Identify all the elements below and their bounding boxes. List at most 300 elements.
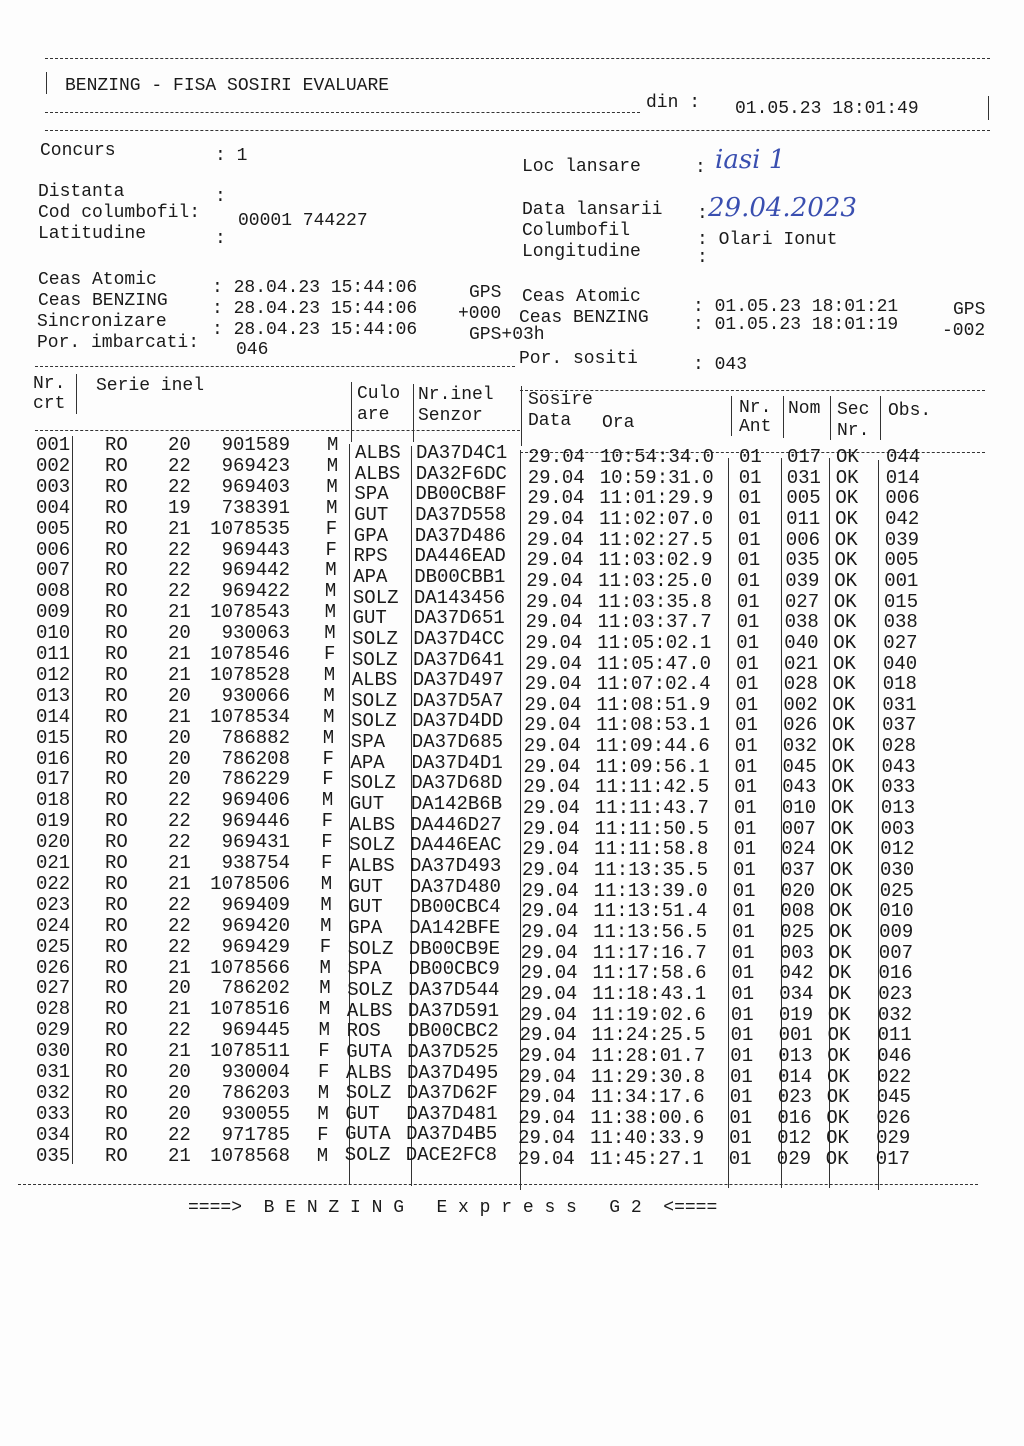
cell-nom: 011: [786, 507, 821, 530]
cell-senzor: DA37D493: [410, 855, 502, 877]
footer-banner: ====> B E N Z I N G E x p r e s s G 2 <====: [188, 1198, 718, 1218]
cell-sec: OK: [835, 466, 859, 489]
cell-nom: 027: [784, 590, 820, 613]
cell-country: RO: [105, 475, 128, 498]
cell-ora: 11:02:07.0: [599, 507, 714, 530]
cell-sec: OK: [829, 879, 853, 902]
cell-ora: 11:03:35.8: [597, 590, 712, 613]
cell-nr: 010: [36, 622, 71, 645]
cell-sex: M: [319, 956, 331, 979]
cell-ant: 01: [738, 466, 762, 489]
cell-sec: OK: [828, 982, 851, 1005]
cell-ora: 11:11:50.5: [594, 817, 709, 840]
cell-nr: 017: [36, 768, 71, 791]
cell-nr: 033: [36, 1102, 71, 1125]
cell-senzor: DA446D27: [410, 813, 502, 836]
distanta-label: Distanta: [38, 182, 125, 202]
cell-year: 20: [168, 726, 191, 749]
cell-obs: 010: [879, 900, 914, 923]
cell-nom: 042: [779, 962, 814, 985]
cell-senzor: DA143456: [413, 586, 506, 609]
cell-nom: 010: [781, 797, 817, 820]
cell-ant: 01: [735, 714, 758, 737]
cell-year: 22: [168, 1123, 191, 1146]
cell-nom: 038: [784, 611, 819, 634]
cell-culoare: SOLZ: [347, 978, 393, 1001]
cell-culoare: ALBS: [354, 462, 401, 485]
cell-data: 29.04: [518, 1106, 576, 1129]
cell-ora: 11:11:42.5: [595, 776, 710, 799]
cell-senzor: DA37D5A7: [412, 689, 504, 712]
cell-data: 29.04: [525, 631, 583, 654]
cell-culoare: ALBS: [346, 999, 393, 1022]
cell-data: 29.04: [524, 714, 582, 737]
cell-ora: 11:28:01.7: [591, 1044, 706, 1067]
cell-country: RO: [105, 559, 128, 582]
cell-ant: 01: [733, 797, 757, 820]
cell-obs: 033: [881, 776, 916, 799]
cell-ora: 11:24:25.5: [591, 1024, 706, 1047]
cell-senzor: DA37D4B5: [406, 1123, 498, 1146]
cell-culoare: SOLZ: [345, 1082, 392, 1105]
divider: [45, 130, 990, 131]
cell-ora: 11:11:43.7: [594, 797, 709, 820]
cell-obs: 032: [877, 1003, 913, 1026]
cell-culoare: GUT: [345, 1102, 380, 1125]
cell-sec: OK: [827, 1065, 850, 1088]
cell-senzor: DA37D544: [408, 978, 500, 1001]
cell-sex: F: [322, 747, 334, 770]
cell-culoare: GUT: [348, 875, 383, 898]
cell-ora: 11:11:58.8: [594, 838, 709, 861]
cell-sex: F: [324, 643, 336, 665]
cell-culoare: SOLZ: [352, 586, 399, 609]
cell-ring: 969431: [221, 831, 290, 854]
col-senzor: Senzor: [418, 406, 483, 426]
cell-ring: 1078546: [210, 643, 290, 665]
cell-data: 29.04: [519, 1065, 577, 1088]
cell-ring: 969442: [221, 559, 290, 582]
cell-culoare: SOLZ: [352, 627, 398, 650]
cell-ant: 01: [737, 569, 760, 592]
cell-obs: 001: [884, 569, 919, 592]
cell-sex: F: [325, 538, 337, 561]
cell-senzor: DB00CBB1: [414, 565, 506, 588]
cell-ring: 969445: [221, 1019, 290, 1042]
cell-sex: F: [321, 831, 333, 854]
cell-obs: 039: [884, 528, 920, 551]
latitudine-label: Latitudine: [38, 224, 147, 244]
cell-nr: 023: [36, 893, 71, 916]
cell-ring: 1078511: [210, 1040, 290, 1063]
cell-ring: 969403: [221, 475, 290, 498]
cell-country: RO: [105, 1081, 128, 1104]
cell-sex: M: [324, 622, 336, 645]
cell-sex: M: [323, 684, 335, 707]
cell-year: 21: [168, 1040, 191, 1063]
cell-nr: 003: [36, 475, 71, 498]
cell-country: RO: [105, 831, 128, 854]
cell-year: 20: [168, 1081, 191, 1104]
cell-sec: OK: [833, 652, 856, 675]
date-label: din :: [646, 93, 701, 113]
cell-culoare: ALBS: [346, 1061, 392, 1084]
cell-country: RO: [105, 454, 128, 477]
cell-nr: 026: [36, 956, 71, 979]
cell-sec: OK: [826, 1106, 850, 1129]
cell-ora: 11:13:56.5: [593, 920, 708, 943]
cell-sex: M: [323, 705, 335, 728]
cell-senzor: DB00CBC4: [409, 896, 501, 919]
cell-year: 20: [168, 747, 191, 770]
cell-year: 22: [168, 789, 191, 812]
cell-ant: 01: [733, 859, 756, 881]
cell-obs: 040: [883, 652, 918, 675]
cell-nom: 021: [784, 652, 819, 675]
cell-nr: 004: [36, 496, 71, 519]
cell-obs: 012: [880, 838, 915, 861]
cell-culoare: SOLZ: [344, 1144, 391, 1167]
cell-ring: 1078516: [210, 998, 290, 1021]
table-row: [0, 935, 1024, 964]
table-row: [0, 789, 1024, 820]
cell-year: 22: [168, 893, 191, 916]
cell-nr: 014: [36, 705, 71, 728]
cell-sex: F: [322, 768, 334, 791]
cell-ora: 11:09:56.1: [595, 755, 710, 778]
cell-ora: 11:08:51.9: [596, 693, 711, 716]
cell-senzor: DA37D4CC: [413, 627, 505, 650]
cell-ring: 969423: [221, 454, 290, 477]
sincronizare-suffix: GPS+03h: [469, 325, 545, 345]
cell-year: 22: [168, 475, 191, 498]
cell-nom: 039: [785, 569, 820, 592]
cell-nom: 045: [782, 755, 817, 778]
cell-data: 29.04: [520, 982, 578, 1005]
cell-ring: 1078534: [210, 705, 290, 728]
cell-sex: M: [321, 789, 334, 812]
table-row: [0, 747, 1024, 778]
cell-country: RO: [105, 538, 128, 561]
divider: [988, 96, 989, 120]
cell-nr: 030: [36, 1040, 71, 1063]
cell-ring: 786202: [221, 977, 290, 1000]
cell-obs: 009: [879, 920, 914, 943]
col-nr-ant: Nr.: [739, 398, 772, 418]
cod-columbofil-label: Cod columbofil:: [38, 203, 201, 223]
cell-data: 29.04: [526, 569, 584, 592]
cell-senzor: DACE2FC8: [405, 1144, 498, 1167]
cell-nom: 002: [783, 693, 818, 716]
cell-sec: OK: [831, 755, 855, 778]
cell-ora: 11:13:35.5: [594, 859, 709, 881]
divider: [45, 112, 640, 113]
cell-senzor: DA37D481: [406, 1102, 498, 1125]
cell-senzor: DA446EAC: [410, 834, 502, 857]
cell-sex: M: [324, 601, 336, 624]
cell-nom: 005: [786, 487, 821, 510]
cell-obs: 026: [876, 1106, 911, 1129]
cell-senzor: DB00CBC2: [407, 1020, 499, 1043]
sincronizare-label: Sincronizare: [37, 312, 167, 332]
cell-ring: 738391: [221, 496, 290, 519]
cell-nom: 001: [778, 1024, 813, 1047]
cell-sex: M: [326, 454, 339, 477]
cell-ring: 786229: [221, 768, 290, 791]
cell-year: 21: [168, 601, 191, 624]
col-nr-inel: Nr.inel: [418, 385, 494, 405]
cell-sec: OK: [827, 1024, 851, 1047]
cell-sec: OK: [828, 941, 852, 964]
cell-country: RO: [105, 852, 128, 874]
cell-sec: OK: [827, 1003, 851, 1026]
cell-country: RO: [105, 1061, 128, 1083]
cell-ant: 01: [730, 1065, 753, 1088]
cell-obs: 017: [875, 1148, 911, 1171]
cell-country: RO: [105, 768, 128, 791]
cell-data: 29.04: [526, 528, 584, 551]
cell-culoare: GUT: [354, 503, 389, 526]
cell-nr: 005: [36, 517, 71, 540]
cell-obs: 005: [884, 549, 919, 572]
cell-sex: F: [321, 852, 333, 874]
cell-ora: 11:13:51.4: [593, 900, 708, 923]
cell-country: RO: [105, 580, 128, 603]
cell-country: RO: [105, 935, 128, 958]
cell-nom: 019: [778, 1003, 814, 1026]
cell-year: 21: [168, 663, 191, 686]
table-row: [0, 831, 1024, 861]
cell-nom: 031: [786, 466, 821, 489]
cell-sec: OK: [834, 549, 858, 572]
cell-nom: 017: [787, 446, 822, 468]
cell-data: 29.04: [528, 446, 586, 468]
cell-ant: 01: [739, 446, 762, 468]
cell-year: 22: [168, 810, 191, 833]
table-row: [0, 956, 1024, 985]
cell-sex: M: [320, 872, 333, 895]
divider: [76, 374, 77, 414]
cell-culoare: GUTA: [345, 1123, 391, 1146]
ceas-benzing-suffix: +000: [458, 304, 502, 324]
cell-culoare: GUTA: [346, 1040, 392, 1063]
table-row: [0, 705, 1024, 737]
cell-ora: 11:40:33.9: [590, 1127, 705, 1150]
table-row: [0, 1123, 1024, 1150]
cell-sex: M: [320, 893, 332, 916]
cell-data: 29.04: [527, 507, 585, 530]
cell-culoare: APA: [353, 565, 388, 588]
cell-ring: 1078506: [210, 872, 290, 895]
cell-ora: 11:03:37.7: [597, 611, 712, 634]
cell-sex: M: [326, 475, 338, 498]
cell-nr: 008: [36, 580, 71, 603]
cell-year: 22: [168, 935, 191, 958]
cell-year: 19: [168, 496, 191, 519]
cell-ring: 930063: [221, 622, 290, 645]
cell-culoare: GUT: [349, 793, 385, 816]
cell-nr: 034: [36, 1123, 71, 1146]
cell-year: 20: [168, 434, 191, 456]
cell-sec: OK: [829, 920, 852, 943]
cell-ora: 11:29:30.8: [591, 1065, 706, 1088]
cell-sex: M: [317, 1081, 330, 1104]
cell-ora: 11:17:16.7: [592, 941, 707, 964]
cell-obs: 030: [880, 859, 915, 881]
cell-nr: 016: [36, 747, 71, 770]
col-crt: crt: [33, 394, 66, 414]
cell-country: RO: [105, 789, 128, 812]
cell-obs: 007: [878, 941, 914, 964]
cell-nr: 028: [36, 998, 71, 1021]
cell-sec: OK: [832, 693, 856, 716]
cell-sex: M: [323, 663, 336, 686]
cell-ora: 11:08:53.1: [596, 714, 711, 737]
cell-country: RO: [105, 1040, 128, 1063]
cell-year: 22: [168, 1019, 191, 1042]
cell-ora: 11:07:02.4: [596, 673, 711, 696]
cell-nom: 025: [780, 920, 815, 943]
cell-senzor: DA37D4D1: [411, 751, 503, 774]
cell-sec: OK: [827, 1044, 851, 1067]
table-row: [0, 726, 1024, 758]
cell-year: 22: [168, 914, 191, 937]
cell-nr: 029: [36, 1019, 71, 1042]
cell-senzor: DA142B6B: [410, 793, 503, 816]
cell-sex: M: [319, 977, 331, 1000]
cell-obs: 037: [882, 714, 917, 737]
cell-ring: 1078543: [210, 601, 290, 624]
cell-nom: 034: [779, 982, 814, 1005]
cell-nom: 032: [782, 735, 818, 758]
imbarcati-label: Por. imbarcati:: [37, 333, 200, 353]
cell-ring: 1078528: [210, 663, 290, 686]
cell-ring: 969446: [221, 810, 290, 833]
cell-sex: F: [318, 1040, 330, 1063]
cell-sex: F: [319, 935, 332, 958]
cell-data: 29.04: [520, 962, 578, 985]
cell-culoare: SOLZ: [351, 689, 397, 712]
ceas-benzing-label: Ceas BENZING: [38, 291, 168, 311]
cell-data: 29.04: [525, 652, 583, 675]
col-sosire: Sosire: [528, 390, 593, 410]
col-sec-nr: Nr.: [837, 421, 870, 441]
cell-senzor: DA37D4DD: [412, 710, 504, 733]
cell-data: 29.04: [524, 693, 582, 716]
cell-ant: 01: [735, 673, 759, 696]
columbofil-value: : Olari Ionut: [697, 230, 838, 250]
cell-senzor: DA37D591: [407, 999, 500, 1022]
cell-ring: 969443: [221, 538, 290, 561]
cell-ora: 11:01:29.9: [599, 487, 714, 510]
cell-country: RO: [105, 643, 128, 665]
ceas-atomic-sosire-value: : 01.05.23 18:01:21: [693, 297, 899, 317]
cod-columbofil-value: 00001 744227: [238, 211, 368, 231]
cell-sex: M: [324, 580, 337, 603]
cell-ora: 11:03:25.0: [598, 569, 713, 592]
cell-ant: 01: [729, 1127, 752, 1150]
sincronizare-value: : 28.04.23 15:44:06: [212, 320, 418, 340]
cell-data: 29.04: [525, 611, 583, 634]
cell-ant: 01: [733, 817, 757, 840]
cell-nom: 013: [778, 1044, 813, 1067]
cell-sec: OK: [833, 590, 857, 613]
cell-culoare: SPA: [347, 958, 382, 981]
cell-culoare: GUT: [352, 607, 387, 630]
cell-country: RO: [105, 601, 128, 624]
cell-sec: OK: [836, 446, 859, 468]
colon: :: [697, 204, 708, 224]
ceas-atomic-value: : 28.04.23 15:44:06: [212, 278, 418, 298]
cell-sec: OK: [829, 900, 853, 923]
cell-sec: OK: [835, 487, 859, 510]
cell-senzor: DA37D641: [413, 648, 505, 671]
cell-ora: 11:02:27.5: [598, 528, 713, 551]
cell-ant: 01: [733, 838, 757, 861]
cell-year: 21: [168, 998, 191, 1021]
colon: :: [695, 158, 706, 178]
cell-year: 21: [168, 517, 191, 540]
cell-sex: F: [318, 1061, 330, 1083]
cell-data: 29.04: [522, 797, 580, 820]
cell-nr: 032: [36, 1081, 71, 1104]
cell-senzor: DA142BFE: [409, 916, 501, 939]
cell-culoare: RPS: [353, 545, 388, 568]
cell-ant: 01: [734, 755, 758, 778]
cell-nom: 012: [777, 1127, 812, 1150]
cell-nom: 003: [779, 941, 815, 964]
cell-culoare: SOLZ: [350, 772, 396, 795]
cell-ora: 11:45:27.1: [589, 1148, 704, 1171]
cell-ring: 1078568: [210, 1144, 290, 1167]
cell-sec: OK: [830, 838, 854, 861]
cell-nom: 016: [777, 1106, 812, 1129]
cell-sex: M: [327, 434, 339, 456]
data-lansarii-handwritten: 29.04.2023: [708, 193, 857, 223]
cell-ora: 11:38:00.6: [590, 1106, 705, 1129]
cell-obs: 006: [885, 487, 920, 510]
cell-country: RO: [105, 998, 128, 1021]
longitudine-label: Longitudine: [522, 242, 641, 262]
cell-obs: 011: [877, 1024, 912, 1047]
cell-sec: OK: [832, 673, 856, 696]
cell-country: RO: [105, 684, 128, 707]
cell-ant: 01: [738, 507, 761, 530]
cell-obs: 044: [886, 446, 921, 468]
cell-senzor: DA37D497: [412, 669, 504, 692]
cell-sex: M: [317, 1102, 329, 1125]
table-row: [0, 1144, 1024, 1171]
cell-ant: 01: [732, 900, 756, 923]
cell-nom: 007: [781, 817, 816, 840]
cell-nr: 001: [36, 434, 71, 456]
cell-senzor: DA37D525: [407, 1040, 499, 1063]
cell-year: 20: [168, 977, 191, 1000]
longitudine-value: :: [697, 248, 708, 268]
cell-ant: 01: [737, 549, 761, 572]
cell-nom: 035: [785, 549, 820, 572]
cell-obs: 018: [882, 673, 917, 696]
cell-year: 20: [168, 1102, 191, 1125]
cell-ora: 11:03:02.9: [598, 549, 713, 572]
cell-ring: 1078535: [210, 517, 290, 540]
table-row: [0, 1019, 1024, 1047]
cell-nr: 012: [36, 663, 71, 686]
cell-culoare: ALBS: [349, 813, 396, 836]
cell-ant: 01: [729, 1086, 753, 1109]
cell-year: 22: [168, 580, 191, 603]
cell-data: 29.04: [520, 941, 578, 964]
